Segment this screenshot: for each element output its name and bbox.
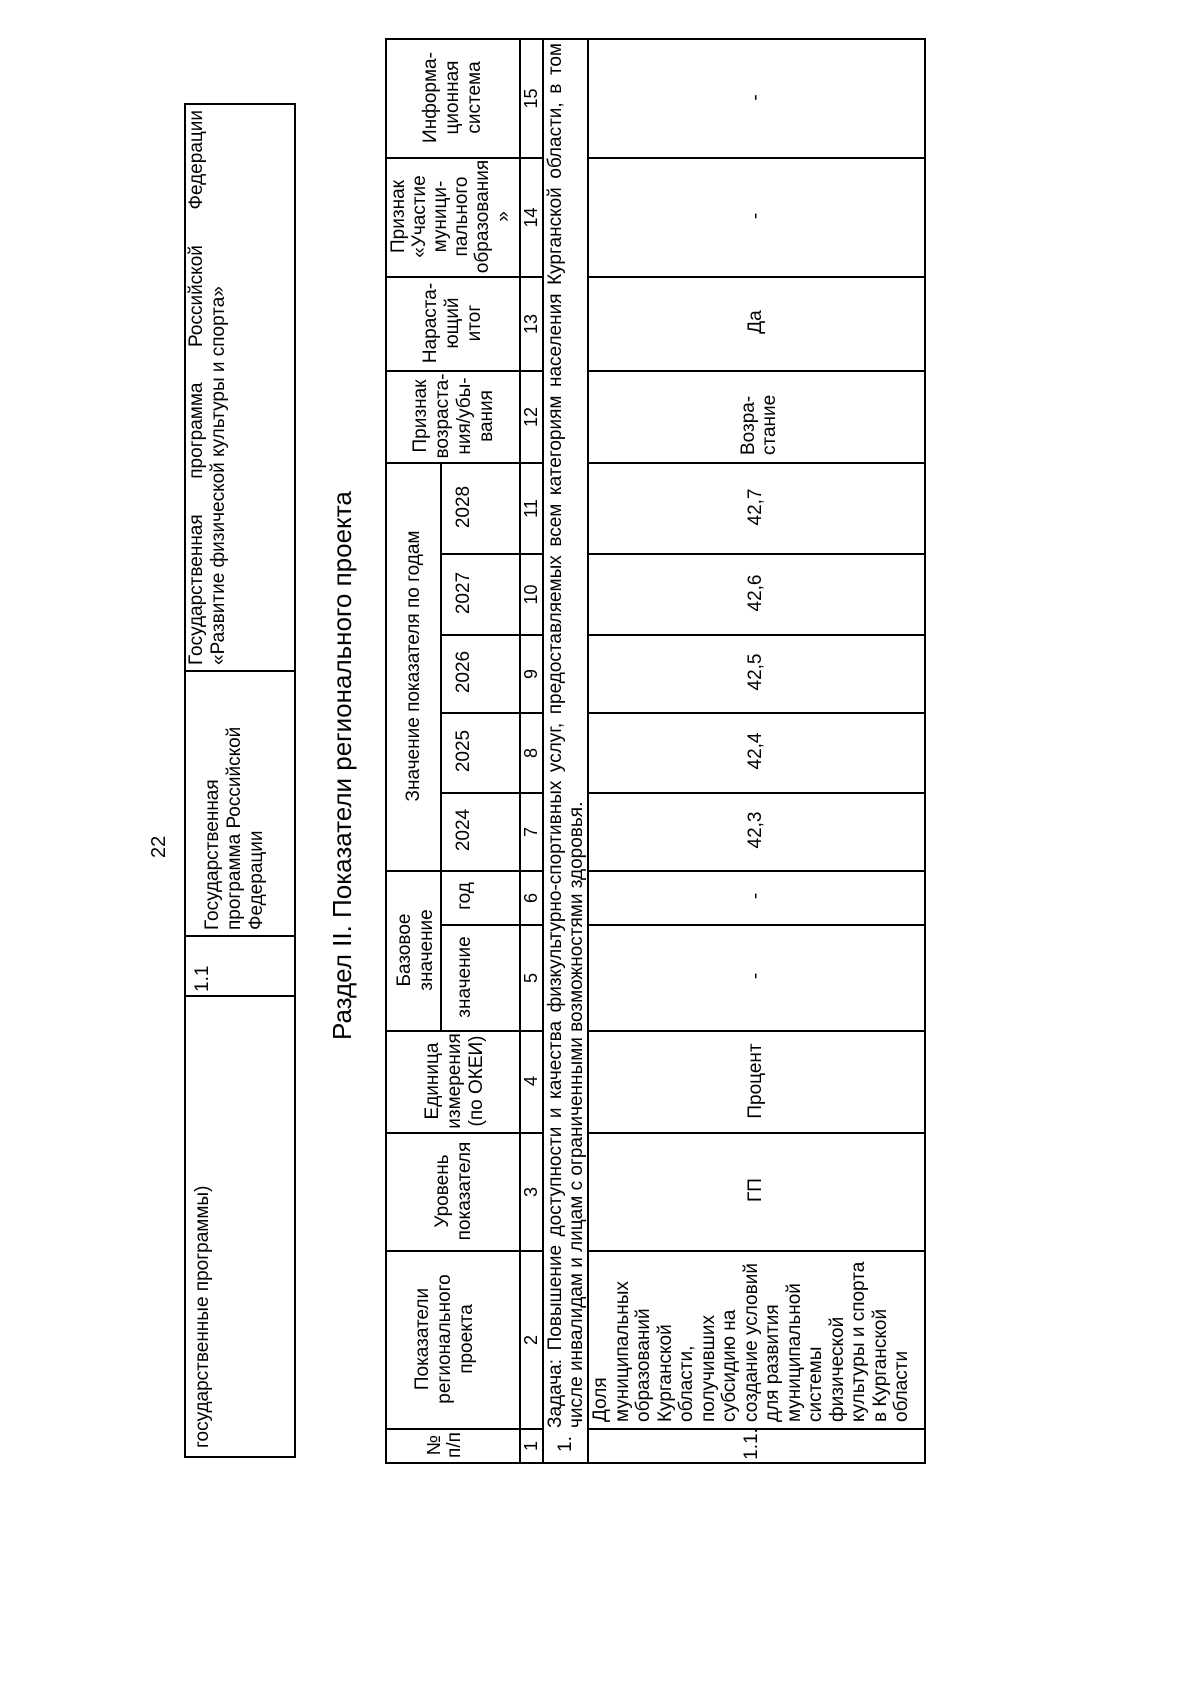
header-unit: Единица измерения (по ОКЕИ) — [422, 1033, 487, 1129]
top-table-left-text: государственные программы) — [192, 1185, 213, 1448]
header-info-system: Информа-ционная система — [420, 52, 485, 143]
row-info-system: - — [745, 94, 766, 101]
column-number-cell: 13 — [521, 313, 541, 335]
row-growth: Возра-стание — [738, 394, 780, 455]
header-municipal: Признак «Участие муници-пального образования » — [388, 159, 514, 274]
header-base-year: год — [454, 882, 475, 910]
top-table-row-number: 1.1 — [192, 965, 213, 992]
column-number-cell: 9 — [521, 669, 541, 680]
header-2024: 2024 — [453, 808, 474, 852]
task-text: Задача: Повышение доступности и качества физкультурно-спортивных услуг, предоставляемых всем категориям населения Курганской области, в том числе инвалидам и лицам с ограниченными возможностями здоровья. — [545, 43, 587, 1428]
column-number-cell: 7 — [521, 827, 541, 838]
top-table-program-name: Государственная программа Российской Федерации «Развитие физической культуры и спорта» — [186, 110, 229, 665]
row-2025: 42,4 — [745, 732, 766, 770]
row-unit: Процент — [745, 1043, 766, 1119]
row-municipal: - — [745, 212, 766, 220]
header-growth: Признак возраста-ния/убы-вания — [410, 373, 497, 459]
row-2027: 42,6 — [745, 574, 766, 612]
column-number-cell: 10 — [521, 584, 541, 605]
header-2028: 2028 — [453, 485, 474, 529]
task-number: 1. — [555, 1436, 576, 1452]
header-2027: 2027 — [453, 571, 474, 615]
row-2028: 42,7 — [745, 488, 766, 526]
column-number-cell: 14 — [521, 207, 541, 228]
column-number-cell: 11 — [521, 499, 541, 518]
column-number-cell: 8 — [521, 748, 541, 759]
column-number-cell: 15 — [521, 88, 541, 109]
header-values-by-year: Значение показателя по годам — [403, 530, 424, 802]
header-level: Уровень показателя — [432, 1141, 475, 1241]
header-cumulative: Нараста-ющий итог — [420, 282, 485, 364]
row-indicator: Доля муниципальных образований Курганской области, получивших субсидию на создание условий для развития муниципальной системы физической культуры и спорта в Курганской области — [590, 1261, 912, 1422]
top-table-program-label: Государственная программа Российской Федерации — [202, 726, 267, 930]
column-number-cell: 4 — [521, 1076, 541, 1087]
header-num: № п/п — [424, 1432, 465, 1458]
column-number-cell: 6 — [521, 893, 541, 904]
row-level: ГП — [745, 1178, 766, 1202]
row-2024: 42,3 — [745, 811, 766, 849]
row-base-value: - — [745, 972, 766, 980]
header-2026: 2026 — [453, 650, 474, 694]
row-number: 1.1. — [741, 1428, 762, 1460]
column-number-cell: 2 — [521, 1335, 541, 1346]
column-number-cell: 3 — [521, 1187, 541, 1198]
column-number-cell: 1 — [521, 1441, 541, 1452]
row-cumulative: Да — [745, 310, 766, 334]
header-base: Базовое значение — [394, 909, 437, 991]
column-number-cell: 5 — [521, 973, 541, 984]
header-base-value: значение — [454, 936, 475, 1018]
row-base-year: - — [745, 892, 766, 900]
column-number-cell: 12 — [521, 406, 541, 428]
row-2026: 42,5 — [745, 653, 766, 691]
header-2025: 2025 — [453, 729, 474, 773]
header-indicator: Показатели регионального проекта — [412, 1274, 477, 1404]
